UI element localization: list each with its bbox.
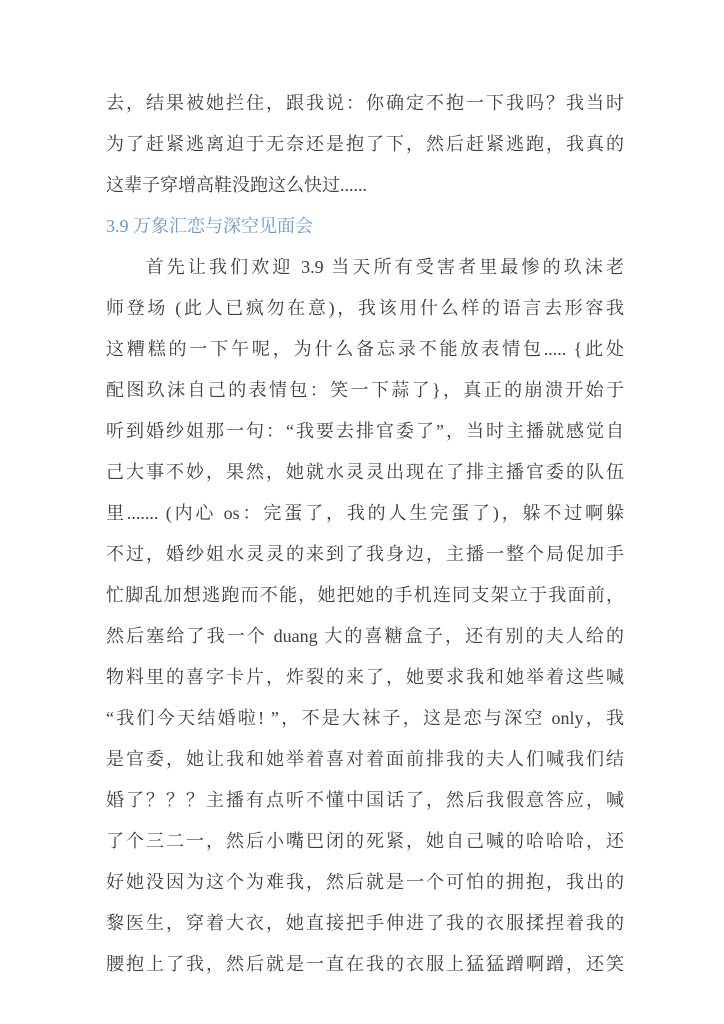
text-line: 这糟糕的一下午呢，为什么备忘录不能放表情包..... {此处: [106, 339, 624, 359]
text-line: 忙脚乱加想逃跑而不能，她把她的手机连同支架立于我面前，: [106, 585, 624, 605]
text-line: 首先让我们欢迎 3.9 当天所有受害者里最惨的玖沫老: [145, 257, 624, 277]
text-line: 里....... (内心 os：完蛋了，我的人生完蛋了)，躲不过啊躲: [106, 503, 624, 523]
section-heading: 3.9 万象汇恋与深空见面会: [106, 216, 313, 236]
text-line: “我们今天结婚啦! ”，不是大袜子，这是恋与深空 only，我: [106, 708, 624, 728]
text-line: 去，结果被她拦住，跟我说：你确定不抱一下我吗？我当时: [106, 93, 624, 113]
text-line: 师登场 (此人已疯勿在意)，我该用什么样的语言去形容我: [106, 298, 624, 318]
text-line: 配图玖沫自己的表情包：笑一下蒜了}，真正的崩溃开始于: [106, 380, 624, 400]
text-line: 是官委，她让我和她举着喜对着面前排我的夫人们喊我们结: [106, 749, 624, 769]
text-line: 好她没因为这个为难我，然后就是一个可怕的拥抱，我出的: [106, 872, 624, 892]
text-line: 己大事不妙，果然，她就水灵灵出现在了排主播官委的队伍: [106, 462, 624, 482]
text-line: 不过，婚纱姐水灵灵的来到了我身边，主播一整个局促加手: [106, 544, 624, 564]
text-line: 听到婚纱姐那一句：“我要去排官委了”，当时主播就感觉自: [106, 421, 624, 441]
text-line: 黎医生，穿着大衣，她直接把手伸进了我的衣服揉捏着我的: [106, 913, 624, 933]
text-line: 婚了？？？主播有点听不懂中国话了，然后我假意答应，喊: [106, 790, 624, 810]
text-line: 腰抱上了我，然后就是一直在我的衣服上猛猛蹭啊蹭，还笑: [106, 954, 624, 974]
text-line: 了个三二一，然后小嘴巴闭的死紧，她自己喊的哈哈哈，还: [106, 831, 624, 851]
text-line: 为了赶紧逃离迫于无奈还是抱了下，然后赶紧逃跑，我真的: [106, 134, 624, 154]
text-line: 这辈子穿增高鞋没跑这么快过......: [106, 175, 367, 195]
text-line: 物料里的喜字卡片，炸裂的来了，她要求我和她举着这些喊: [106, 667, 624, 687]
text-line: 然后塞给了我一个 duang 大的喜糖盒子，还有别的夫人给的: [106, 626, 624, 646]
